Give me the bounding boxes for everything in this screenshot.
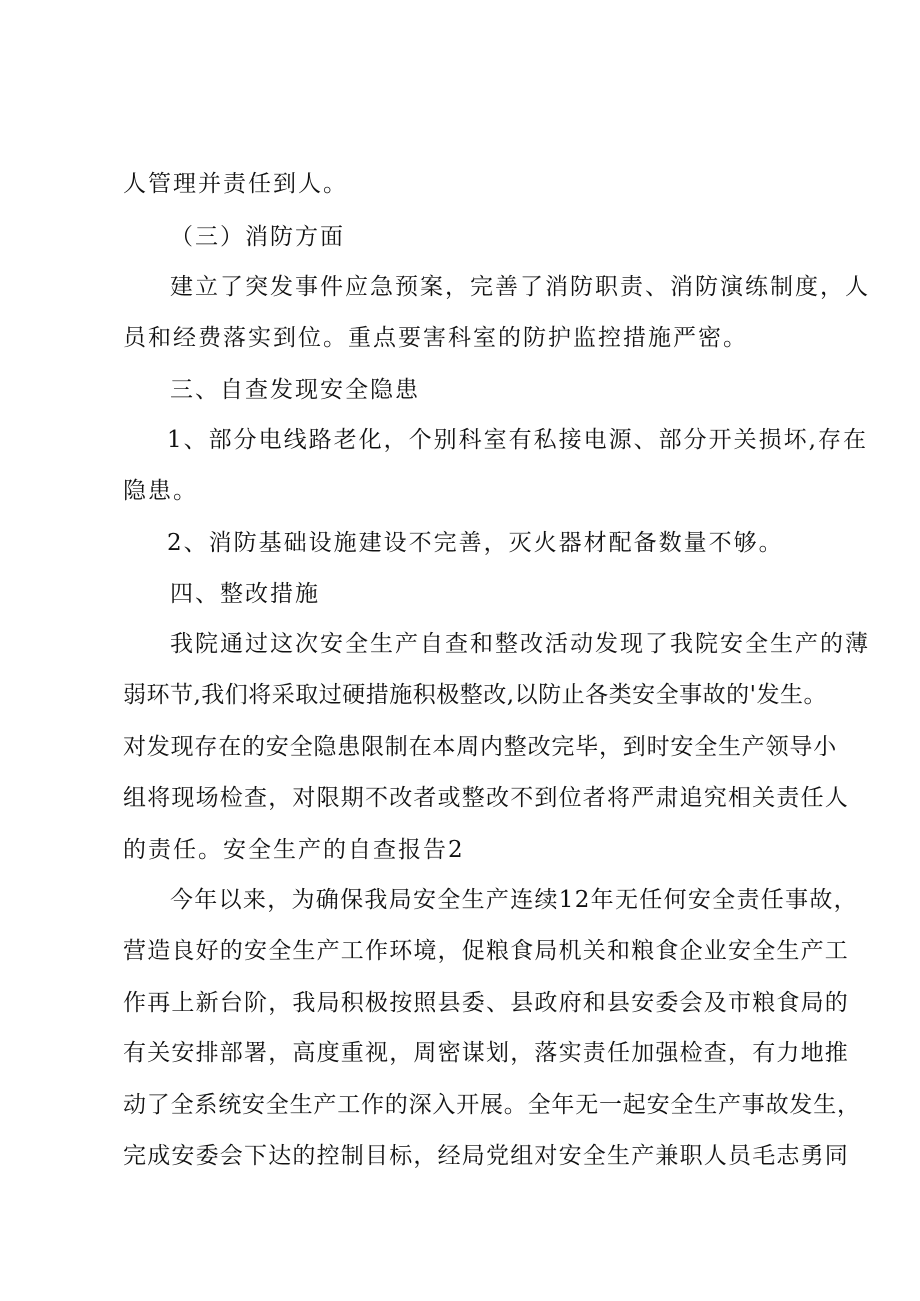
paragraph-line: 我院通过这次安全生产自查和整改活动发现了我院安全生产的薄: [170, 631, 870, 657]
paragraph-line: 的责任。安全生产的自查报告2: [123, 837, 465, 863]
paragraph-line: 弱环节,我们将采取过硬措施积极整改,以防止各类安全事故的'发生。: [123, 682, 827, 708]
paragraph-line: 建立了突发事件应急预案，完善了消防职责、消防演练制度，人: [170, 274, 870, 300]
paragraph-line: 隐患。: [123, 478, 198, 504]
paragraph-line: 今年以来，为确保我局安全生产连续12年无任何安全责任事故，: [170, 887, 858, 913]
paragraph-line: 组将现场检查，对限期不改者或整改不到位者将严肃追究相关责任人: [123, 785, 849, 811]
paragraph-line: 员和经费落实到位。重点要害科室的防护监控措施严密。: [123, 325, 748, 351]
paragraph-line: 2、消防基础设施建设不完善，灭火器材配备数量不够。: [167, 530, 784, 556]
section-heading: （三）消防方面: [170, 224, 345, 250]
paragraph-line: 1、部分电线路老化，个别科室有私接电源、部分开关损坏,存在: [167, 427, 868, 453]
section-heading: 四、整改措施: [170, 581, 320, 607]
paragraph-line: 动了全系统安全生产工作的深入开展。全年无一起安全生产事故发生，: [123, 1092, 861, 1118]
paragraph-line: 营造良好的安全生产工作环境，促粮食局机关和粮食企业安全生产工: [123, 938, 849, 964]
paragraph-line: 作再上新台阶，我局积极按照县委、县政府和县安委会及市粮食局的: [123, 990, 849, 1016]
paragraph-line: 有关安排部署，高度重视，周密谋划，落实责任加强检查，有力地推: [123, 1040, 849, 1066]
section-heading: 三、自查发现安全隐患: [170, 377, 420, 403]
paragraph-line: 人管理并责任到人。: [123, 171, 348, 197]
paragraph-line: 对发现存在的安全隐患限制在本周内整改完毕，到时安全生产领导小: [123, 734, 837, 760]
paragraph-line: 完成安委会下达的控制目标，经局党组对安全生产兼职人员毛志勇同: [123, 1143, 849, 1169]
